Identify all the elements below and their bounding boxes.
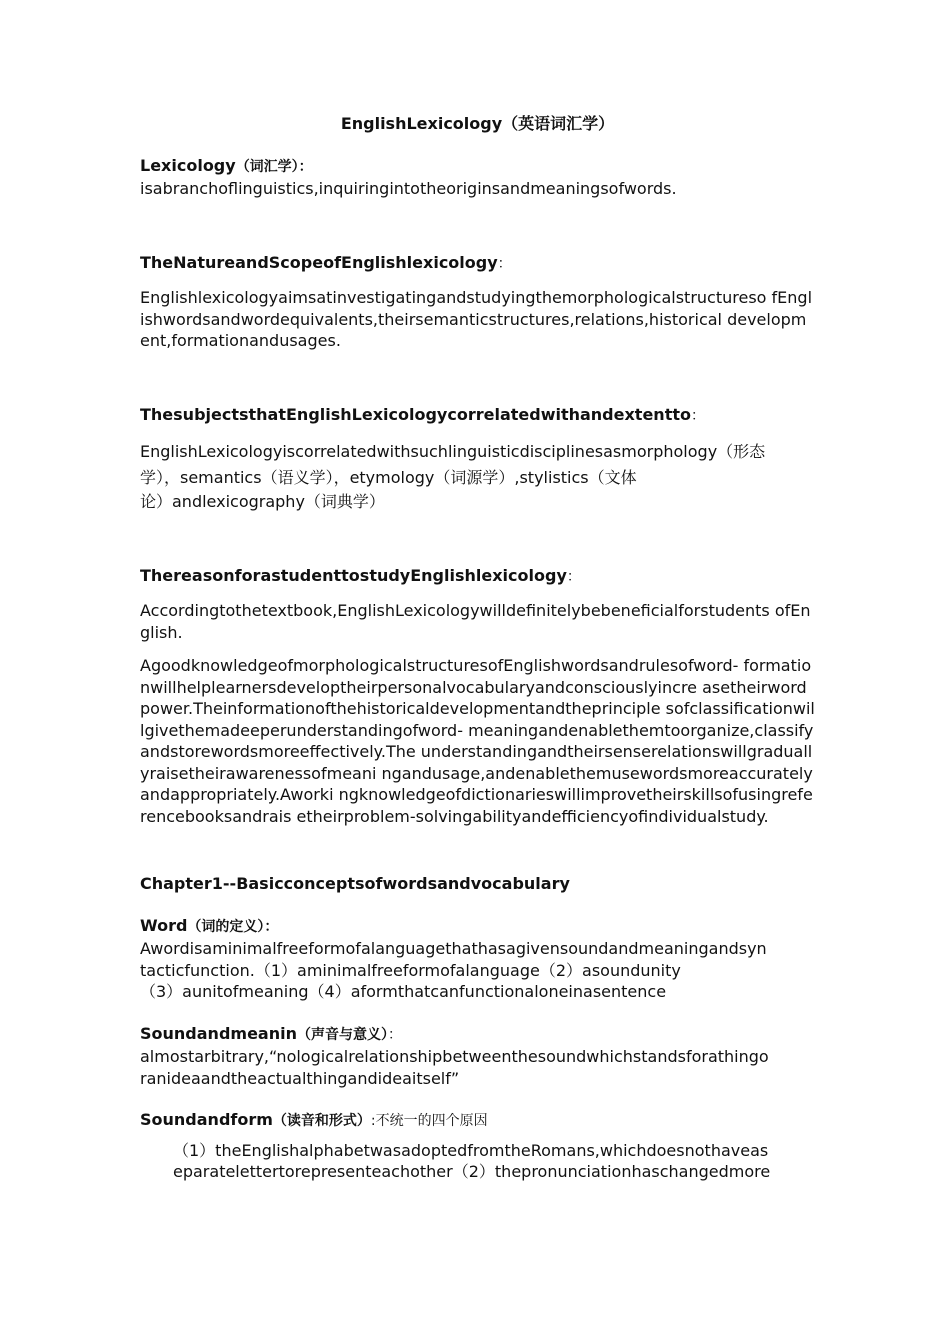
subsection-heading (140, 915, 815, 939)
subsection-word (140, 915, 815, 1003)
heading-text: Word (140, 915, 188, 935)
body-line: （3）aunitofmeaning（4）aformthatcanfunctionaloneinasentence (140, 982, 667, 1001)
heading-zh: （读音和形式） (272, 1113, 371, 1129)
heading-tail: ： (690, 407, 705, 424)
body-line: （1）theEnglishalphabetwasadoptedfromtheRomans,whichdoesnothaveas (173, 1140, 769, 1160)
heading-zh: （词的定义）： (187, 918, 279, 935)
heading-text: Soundandmeanin (140, 1023, 297, 1043)
section-nature-scope (140, 252, 815, 352)
section-lexicology (140, 155, 815, 200)
section-body (140, 439, 815, 513)
document-page (140, 113, 815, 1183)
body-line: tacticfunction.（1）aminimalfreeformofalanguage（2）asoundunity (140, 960, 681, 980)
body-line: eparatelettertorepresenteachother（2）thepronunciationhaschangedmore (173, 1162, 771, 1181)
document-title: EnglishLexicology（英语词汇学） (340, 114, 615, 133)
heading-zh: （声音与意义） (296, 1026, 388, 1043)
subsection-heading (140, 1023, 815, 1047)
heading-tail: :不统一的四个原因 (370, 1113, 488, 1129)
subsection-heading (140, 1109, 815, 1133)
heading-text: ThereasonforastudenttostudyEnglishlexicology (140, 565, 567, 585)
body-line: ranideaandtheactualthingandideaitself” (140, 1068, 460, 1088)
chapter-title: Chapter1--Basicconceptsofwordsandvocabulary (140, 874, 570, 893)
body-line: Awordisaminimalfreeformofalanguagethathasagivensoundandmeaningandsyn (140, 939, 767, 958)
heading-text: Lexicology (140, 155, 236, 175)
section-body: Accordingtothetextbook,EnglishLexicologywilldefinitelybebeneficialforstudents ofEnglish. (140, 601, 811, 642)
heading-tail: ： (387, 1026, 402, 1043)
heading-text: TheNatureandScopeofEnglishlexicology (140, 252, 498, 272)
heading-text: Soundandform (140, 1110, 273, 1129)
heading-tail: ： (497, 255, 512, 272)
numbered-list (140, 1140, 815, 1183)
section-subjects (140, 404, 815, 513)
heading-zh: （词汇学）： (235, 158, 313, 175)
body-line: almostarbitrary,“nologicalrelationshipbetweenthesoundwhichstandsforathingo (140, 1047, 769, 1066)
body-line: 学），semantics（语义学），etymology（词源学）,stylistics（文体 (140, 468, 637, 487)
body-line: 论）andlexicography（词典学） (140, 492, 385, 511)
chapter-1 (140, 873, 815, 1183)
section-heading (140, 404, 815, 428)
section-body: isabranchoflinguistics,inquiringintotheoriginsandmeaningsofwords. (140, 179, 677, 198)
section-heading (140, 155, 815, 179)
heading-text: ThesubjectsthatEnglishLexicologycorrelatedwithandextentto (140, 404, 691, 424)
section-heading (140, 565, 815, 589)
section-reason (140, 565, 815, 828)
section-body: Englishlexicologyaimsatinvestigatingandstudyingthemorphologicalstructureso fEnglishwordsandwordequivalents,theirsemanticstructures,relations,historical development,formationandusages. (140, 288, 813, 350)
subsection-sound-meaning (140, 1023, 815, 1090)
body-line: EnglishLexicologyiscorrelatedwithsuchlinguisticdisciplinesasmorphology（形态 (140, 442, 766, 461)
section-heading (140, 252, 815, 276)
subsection-sound-form (140, 1109, 815, 1183)
section-body-2: AgoodknowledgeofmorphologicalstructuresofEnglishwordsandrulesofword- formationwillhelplearnersdeveloptheirpersonalvocabularyandconsciouslyincre asetheirwordpower.Theinformationofthehistoricaldevelopmentandtheprinciple sofclassificationwillgivethemadeeperunderstandingofword- meaningandenablethemtoorganize,classifyandstorewordsmoreeffectively.The understandingandtheirsenserelationswillgraduallyraisetheirawarenessofmeani ngandusage,andenablethemusewordsmoreaccuratelyandappropriately.Aworki ngknowledgeofdictionarieswillimprovetheirskillsofusingreferencebooksandrais etheirproblem-solvingabilityandefficiencyofindividualstudy. (140, 656, 815, 826)
heading-tail: ： (566, 568, 581, 585)
